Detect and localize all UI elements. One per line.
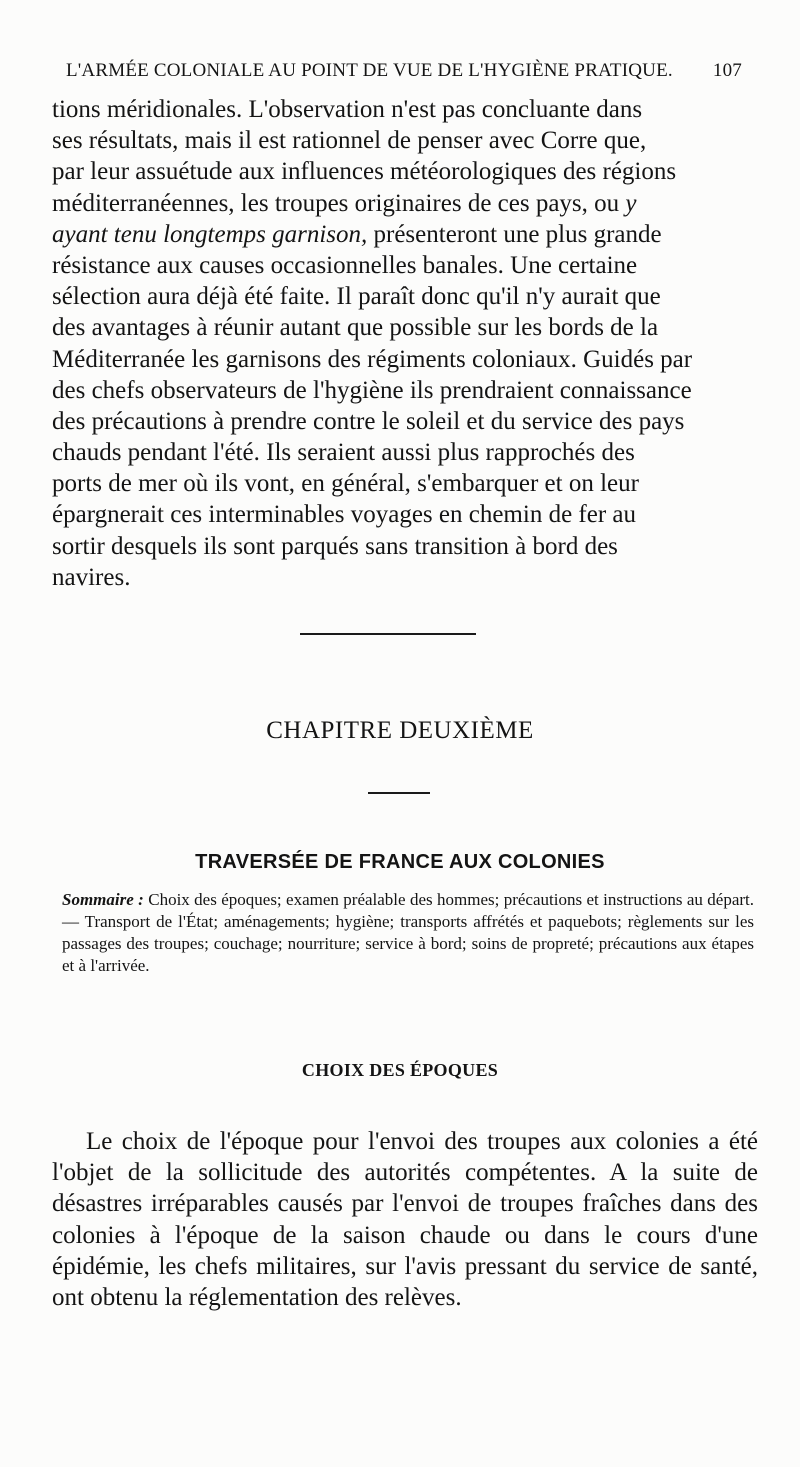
text-line: navires. (52, 563, 131, 591)
text-line: ses résultats, mais il est rationnel de penser avec Corre que, (52, 127, 647, 155)
paragraph-text: Le choix de l'époque pour l'envoi des troupes aux colonies a été l'objet de la sollicitude des autorités compétentes. A la suite de désastres irréparables causés par l'envoi de troupes fraîches dans des colonies à l'époque de la saison chaude ou dans le cours d'une épidémie, les chefs militaires, sur l'avis pressant du service de santé, ont obtenu la réglementation des relèves. (52, 1128, 758, 1312)
text-line: chauds pendant l'été. Ils seraient aussi plus rapprochés des (52, 439, 635, 467)
running-header (66, 60, 742, 88)
italic-phrase: ayant tenu longtemps garnison, (52, 220, 368, 248)
text-line: résistance aux causes occasionnelles banales. Une certaine (52, 251, 638, 279)
paragraph-continued (52, 94, 758, 593)
text-line: des chefs observateurs de l'hygiène ils prendraient connaissance (52, 376, 692, 404)
summary-text: Choix des époques; examen préalable des hommes; précautions et instructions au départ. — Transport de l'État; aménagements; hygiène; transports affrétés et paquebots; règlements sur les passages des troupes; couchage; nourriture; service à bord; soins de propreté; précautions aux étapes et à l'arrivée. (62, 890, 754, 975)
text-line: Méditerranée les garnisons des régiments coloniaux. Guidés par (52, 345, 693, 373)
text-line: épargnerait ces interminables voyages en chemin de fer au (52, 501, 637, 529)
text-line (52, 188, 758, 219)
text-line: des avantages à réunir autant que possible sur les bords de la (52, 314, 659, 342)
text-line: sortir desquels ils sont parqués sans transition à bord des (52, 532, 618, 560)
text-line: des précautions à prendre contre le soleil et du service des pays (52, 407, 685, 435)
subsection-title: CHOIX DES ÉPOQUES (301, 1060, 499, 1080)
text-line (52, 219, 758, 250)
italic-word: y (625, 189, 637, 217)
text-line: sélection aura déjà été faite. Il paraît donc qu'il n'y aurait que (52, 283, 661, 311)
section-title: TRAVERSÉE DE FRANCE AUX COLONIES (195, 851, 605, 873)
summary-label: Sommaire : (62, 890, 144, 909)
running-title: L'ARMÉE COLONIALE AU POINT DE VUE DE L'HYGIÈNE PRATIQUE. (66, 60, 673, 81)
paragraph-body (52, 1126, 758, 1313)
text-fragment: présenteront une plus grande (373, 220, 662, 248)
section-summary (62, 889, 754, 977)
text-line: par leur assuétude aux influences météorologiques des régions (52, 158, 677, 186)
divider-rule-short (368, 792, 430, 794)
chapter-title: CHAPITRE DEUXIÈME (266, 717, 534, 744)
text-fragment: méditerranéennes, les troupes originaires de ces pays, ou (52, 189, 620, 217)
page-number: 107 (712, 60, 742, 81)
text-line: tions méridionales. L'observation n'est pas concluante dans (52, 96, 643, 123)
divider-rule (300, 633, 476, 635)
text-line: ports de mer où ils vont, en général, s'embarquer et on leur (52, 470, 639, 498)
